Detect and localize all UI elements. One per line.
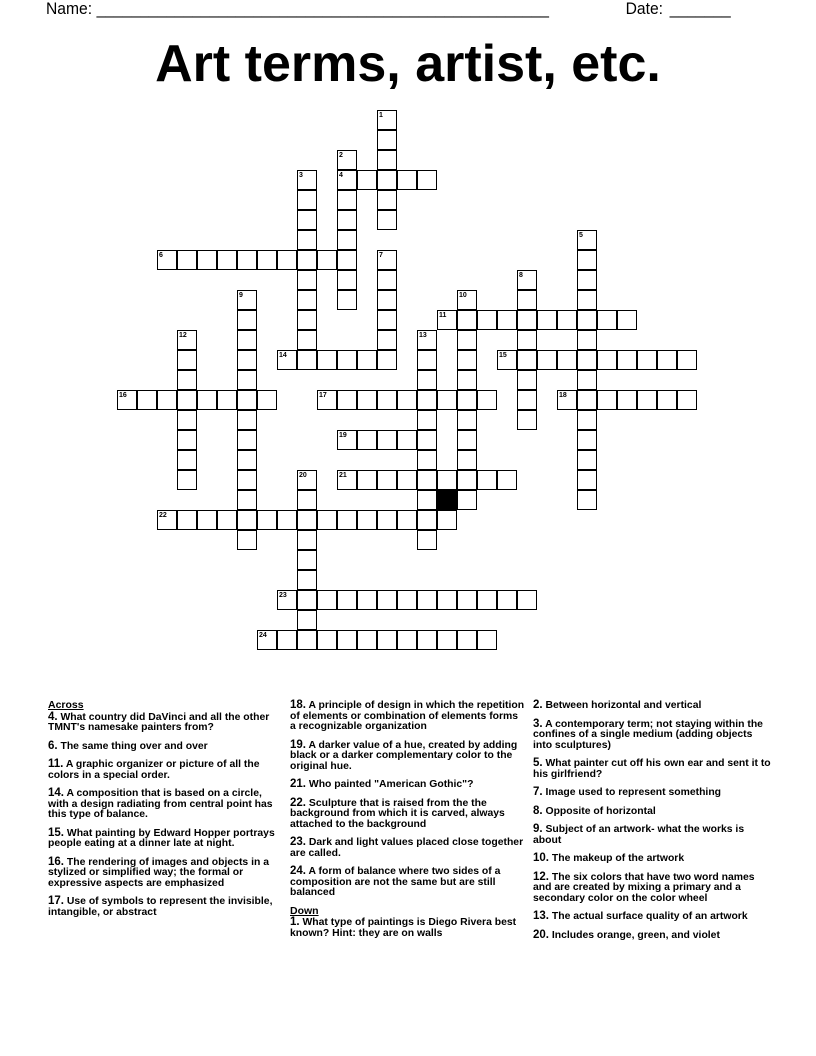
grid-cell[interactable] (177, 510, 197, 530)
grid-cell[interactable] (217, 390, 237, 410)
grid-cell[interactable] (637, 350, 657, 370)
grid-cell[interactable] (237, 310, 257, 330)
grid-cell[interactable] (297, 290, 317, 310)
grid-cell[interactable] (377, 350, 397, 370)
clue-number-7: 7 (379, 252, 383, 259)
grid-cell[interactable] (157, 390, 177, 410)
grid-cell[interactable] (317, 630, 337, 650)
grid-cell[interactable] (437, 470, 457, 490)
grid-cell[interactable] (337, 230, 357, 250)
clue-across-17: 17. Use of symbols to represent the invisible, intangible, or abstract (48, 895, 273, 918)
grid-cell[interactable] (497, 590, 517, 610)
grid-cell[interactable] (237, 470, 257, 490)
clue-number-14: 14 (279, 352, 287, 359)
clue-across-22: 22. Sculpture that is raised from the the background from which it is carved, always attached to the background (290, 796, 505, 830)
grid-cell[interactable] (377, 290, 397, 310)
clue-number-18: 18 (559, 392, 567, 399)
grid-cell[interactable] (417, 530, 437, 550)
grid-cell[interactable] (177, 470, 197, 490)
black-cell (437, 490, 457, 510)
grid-cell[interactable] (237, 330, 257, 350)
grid-cell[interactable] (177, 450, 197, 470)
grid-cell[interactable] (297, 190, 317, 210)
grid-cell[interactable] (377, 390, 397, 410)
grid-cell[interactable] (517, 410, 537, 430)
clue-down-1: 1. What type of paintings is Diego Rivera best known? Hint: they are on walls (290, 916, 517, 939)
grid-cell[interactable] (257, 510, 277, 530)
grid-cell[interactable] (277, 630, 297, 650)
grid-cell[interactable] (457, 350, 477, 370)
grid-cell[interactable] (657, 350, 677, 370)
clue-number-24: 24 (259, 632, 267, 639)
grid-cell[interactable] (457, 310, 477, 330)
clue-number-9: 9 (239, 292, 243, 299)
grid-cell[interactable] (497, 470, 517, 490)
clue-down-20: 20. Includes orange, green, and violet (533, 928, 720, 941)
grid-cell[interactable] (177, 370, 197, 390)
grid-cell[interactable] (477, 470, 497, 490)
grid-cell[interactable] (357, 390, 377, 410)
clue-across-14: 14. A composition that is based on a circle, with a design radiating from central point has this type of balance. (48, 787, 273, 820)
grid-cell[interactable] (237, 530, 257, 550)
clue-number-8: 8 (519, 272, 523, 279)
clue-down-13: 13. The actual surface quality of an artwork (533, 910, 748, 922)
grid-cell[interactable] (517, 390, 537, 410)
grid-cell[interactable] (337, 210, 357, 230)
grid-cell[interactable] (577, 310, 597, 330)
grid-cell[interactable] (637, 390, 657, 410)
clue-across-21: 21. Who painted "American Gothic"? (290, 778, 474, 790)
clue-number-22: 22 (159, 512, 167, 519)
grid-cell[interactable] (297, 630, 317, 650)
grid-cell[interactable] (377, 470, 397, 490)
grid-cell[interactable] (657, 390, 677, 410)
grid-cell[interactable] (357, 170, 377, 190)
grid-cell[interactable] (217, 250, 237, 270)
clue-number-5: 5 (579, 232, 583, 239)
clue-number-10: 10 (459, 292, 467, 299)
grid-cell[interactable] (577, 410, 597, 430)
clue-across-6: 6. The same thing over and over (48, 739, 208, 752)
grid-cell[interactable] (397, 390, 417, 410)
grid-cell[interactable] (377, 630, 397, 650)
grid-cell[interactable] (417, 510, 437, 530)
grid-cell[interactable] (437, 510, 457, 530)
clue-number-16: 16 (119, 392, 127, 399)
date-label: Date: (625, 0, 663, 18)
grid-cell[interactable] (357, 630, 377, 650)
clue-number-6: 6 (159, 252, 163, 259)
grid-cell[interactable] (617, 390, 637, 410)
grid-cell[interactable] (577, 430, 597, 450)
grid-cell[interactable] (237, 510, 257, 530)
clue-down-12: 12. The six colors that have two word names and are created by mixing a primary and a secondary color on the color wheel (533, 870, 755, 904)
grid-cell[interactable] (177, 250, 197, 270)
grid-cell[interactable] (177, 350, 197, 370)
grid-cell[interactable] (417, 370, 437, 390)
grid-cell[interactable] (397, 470, 417, 490)
grid-cell[interactable] (197, 510, 217, 530)
clue-across-23: 23. Dark and light values placed close together are called. (290, 836, 524, 859)
grid-cell[interactable] (457, 470, 477, 490)
clue-number-4: 4 (339, 172, 343, 179)
clue-across-18: 18. A principle of design in which the repetition of elements or combination of elements forms a recognizable organization (290, 699, 525, 732)
grid-cell[interactable] (337, 290, 357, 310)
clue-number-17: 17 (319, 392, 327, 399)
grid-cell[interactable] (297, 350, 317, 370)
grid-cell[interactable] (377, 430, 397, 450)
grid-cell[interactable] (317, 350, 337, 370)
grid-cell[interactable] (277, 250, 297, 270)
grid-cell[interactable] (417, 590, 437, 610)
grid-cell[interactable] (477, 310, 497, 330)
grid-cell[interactable] (617, 310, 637, 330)
grid-cell[interactable] (577, 370, 597, 390)
grid-cell[interactable] (417, 390, 437, 410)
grid-cell[interactable] (577, 270, 597, 290)
grid-cell[interactable] (497, 310, 517, 330)
grid-cell[interactable] (517, 310, 537, 330)
across-heading: Across (48, 699, 84, 711)
grid-cell[interactable] (357, 470, 377, 490)
grid-cell[interactable] (577, 490, 597, 510)
grid-cell[interactable] (397, 590, 417, 610)
clue-number-3: 3 (299, 172, 303, 179)
grid-cell[interactable] (357, 430, 377, 450)
grid-cell[interactable] (417, 170, 437, 190)
grid-cell[interactable] (297, 510, 317, 530)
grid-cell[interactable] (297, 590, 317, 610)
grid-cell[interactable] (577, 350, 597, 370)
grid-cell[interactable] (417, 490, 437, 510)
grid-cell[interactable] (457, 390, 477, 410)
clue-down-8: 8. Opposite of horizontal (533, 804, 656, 817)
clue-number-15: 15 (499, 352, 507, 359)
grid-cell[interactable] (597, 310, 617, 330)
grid-cell[interactable] (297, 530, 317, 550)
grid-cell[interactable] (197, 390, 217, 410)
clue-down-2: 2. Between horizontal and vertical (533, 699, 702, 711)
clue-down-10: 10. The makeup of the artwork (533, 852, 685, 864)
grid-cell[interactable] (377, 310, 397, 330)
grid-cell[interactable] (357, 350, 377, 370)
clues-column-2 (290, 700, 525, 946)
grid-cell[interactable] (397, 170, 417, 190)
grid-cell[interactable] (257, 390, 277, 410)
grid-cell[interactable] (557, 310, 577, 330)
clue-number-23: 23 (279, 592, 287, 599)
grid-cell[interactable] (557, 350, 577, 370)
page-title-text: Art terms, artist, etc. (155, 35, 661, 93)
grid-cell[interactable] (677, 390, 697, 410)
grid-cell[interactable] (317, 510, 337, 530)
grid-cell[interactable] (237, 390, 257, 410)
grid-cell[interactable] (517, 290, 537, 310)
grid-cell[interactable] (297, 610, 317, 630)
grid-cell[interactable] (417, 410, 437, 430)
grid-cell[interactable] (177, 390, 197, 410)
grid-cell[interactable] (337, 510, 357, 530)
grid-cell[interactable] (397, 430, 417, 450)
name-field[interactable]: ____________________________________________________ (96, 0, 549, 18)
grid-cell[interactable] (577, 290, 597, 310)
clue-number-20: 20 (299, 472, 307, 479)
clue-across-24: 24. A form of balance where two sides of a composition are not the same but are still balanced (290, 865, 501, 898)
grid-cell[interactable] (337, 350, 357, 370)
grid-cell[interactable] (337, 630, 357, 650)
grid-cell[interactable] (237, 370, 257, 390)
grid-cell[interactable] (337, 590, 357, 610)
grid-cell[interactable] (397, 630, 417, 650)
clue-across-16: 16. The rendering of images and objects in a stylized or simplified way; the formal or expressive aspects are emphasized (48, 855, 269, 889)
grid-cell[interactable] (237, 350, 257, 370)
grid-cell[interactable] (217, 510, 237, 530)
grid-cell[interactable] (197, 250, 217, 270)
grid-cell[interactable] (517, 590, 537, 610)
grid-cell[interactable] (517, 330, 537, 350)
grid-cell[interactable] (297, 330, 317, 350)
grid-cell[interactable] (577, 390, 597, 410)
grid-cell[interactable] (417, 630, 437, 650)
grid-cell[interactable] (457, 410, 477, 430)
grid-cell[interactable] (377, 130, 397, 150)
grid-cell[interactable] (237, 450, 257, 470)
grid-cell[interactable] (377, 270, 397, 290)
clue-number-13: 13 (419, 332, 427, 339)
grid-cell[interactable] (577, 250, 597, 270)
grid-cell[interactable] (417, 470, 437, 490)
grid-cell[interactable] (457, 450, 477, 470)
clue-number-11: 11 (439, 312, 447, 319)
clues-column-1 (48, 700, 283, 925)
grid-cell[interactable] (277, 510, 297, 530)
name-label: Name: (46, 0, 93, 18)
grid-cell[interactable] (297, 230, 317, 250)
grid-cell[interactable] (177, 430, 197, 450)
grid-cell[interactable] (417, 350, 437, 370)
grid-cell[interactable] (297, 310, 317, 330)
grid-cell[interactable] (237, 430, 257, 450)
grid-cell[interactable] (417, 430, 437, 450)
grid-cell[interactable] (357, 590, 377, 610)
grid-cell[interactable] (377, 170, 397, 190)
grid-cell[interactable] (237, 410, 257, 430)
grid-cell[interactable] (377, 330, 397, 350)
grid-cell[interactable] (457, 630, 477, 650)
grid-cell[interactable] (457, 590, 477, 610)
grid-cell[interactable] (517, 370, 537, 390)
clue-across-19: 19. A darker value of a hue, created by adding black or a darker complementary color to the original hue. (290, 738, 518, 772)
grid-cell[interactable] (337, 390, 357, 410)
grid-cell[interactable] (597, 390, 617, 410)
grid-cell[interactable] (377, 210, 397, 230)
clue-number-19: 19 (339, 432, 347, 439)
grid-cell[interactable] (597, 350, 617, 370)
clue-number-12: 12 (179, 332, 187, 339)
grid-cell[interactable] (517, 350, 537, 370)
clue-number-2: 2 (339, 152, 343, 159)
clue-number-1: 1 (379, 112, 383, 119)
grid-cell[interactable] (177, 410, 197, 430)
clue-down-5: 5. What painter cut off his own ear and sent it to his girlfriend? (533, 757, 771, 780)
grid-cell[interactable] (297, 550, 317, 570)
clue-down-7: 7. Image used to represent something (533, 786, 722, 798)
grid-cell[interactable] (237, 250, 257, 270)
grid-cell[interactable] (397, 510, 417, 530)
grid-cell[interactable] (577, 450, 597, 470)
grid-cell[interactable] (457, 430, 477, 450)
grid-cell[interactable] (437, 590, 457, 610)
grid-cell[interactable] (337, 270, 357, 290)
grid-cell[interactable] (437, 390, 457, 410)
grid-cell[interactable] (377, 590, 397, 610)
clue-across-11: 11. A graphic organizer or picture of all the colors in a special order. (48, 758, 260, 781)
grid-cell[interactable] (357, 510, 377, 530)
grid-cell[interactable] (297, 210, 317, 230)
clue-down-9: 9. Subject of an artwork- what the works is about (533, 823, 745, 846)
grid-cell[interactable] (477, 590, 497, 610)
grid-cell[interactable] (377, 190, 397, 210)
grid-cell[interactable] (297, 490, 317, 510)
grid-cell[interactable] (477, 630, 497, 650)
grid-cell[interactable] (237, 490, 257, 510)
grid-cell[interactable] (337, 250, 357, 270)
grid-cell[interactable] (537, 350, 557, 370)
grid-cell[interactable] (477, 390, 497, 410)
clue-across-15: 15. What painting by Edward Hopper portrays people eating at a dinner late at night. (48, 826, 275, 849)
clues-column-3 (533, 700, 773, 948)
grid-cell[interactable] (337, 190, 357, 210)
grid-cell[interactable] (317, 590, 337, 610)
grid-cell[interactable] (617, 350, 637, 370)
clue-number-21: 21 (339, 472, 347, 479)
grid-cell[interactable] (577, 330, 597, 350)
grid-cell[interactable] (297, 250, 317, 270)
grid-cell[interactable] (537, 310, 557, 330)
grid-cell[interactable] (377, 150, 397, 170)
grid-cell[interactable] (317, 250, 337, 270)
grid-cell[interactable] (457, 370, 477, 390)
grid-cell[interactable] (137, 390, 157, 410)
grid-cell[interactable] (297, 270, 317, 290)
grid-cell[interactable] (577, 470, 597, 490)
grid-cell[interactable] (377, 510, 397, 530)
down-heading: Down (290, 904, 319, 917)
clue-down-3: 3. A contemporary term; not staying within the confines of a single medium (adding objects into sculptures) (533, 717, 763, 751)
grid-cell[interactable] (297, 570, 317, 590)
grid-cell[interactable] (457, 490, 477, 510)
date-field[interactable]: _______ (669, 0, 731, 18)
clue-across-4: 4. What country did DaVinci and all the other TMNT's namesake painters from? (48, 710, 270, 733)
grid-cell[interactable] (457, 330, 477, 350)
grid-cell[interactable] (257, 250, 277, 270)
grid-cell[interactable] (677, 350, 697, 370)
grid-cell[interactable] (437, 630, 457, 650)
grid-cell[interactable] (417, 450, 437, 470)
